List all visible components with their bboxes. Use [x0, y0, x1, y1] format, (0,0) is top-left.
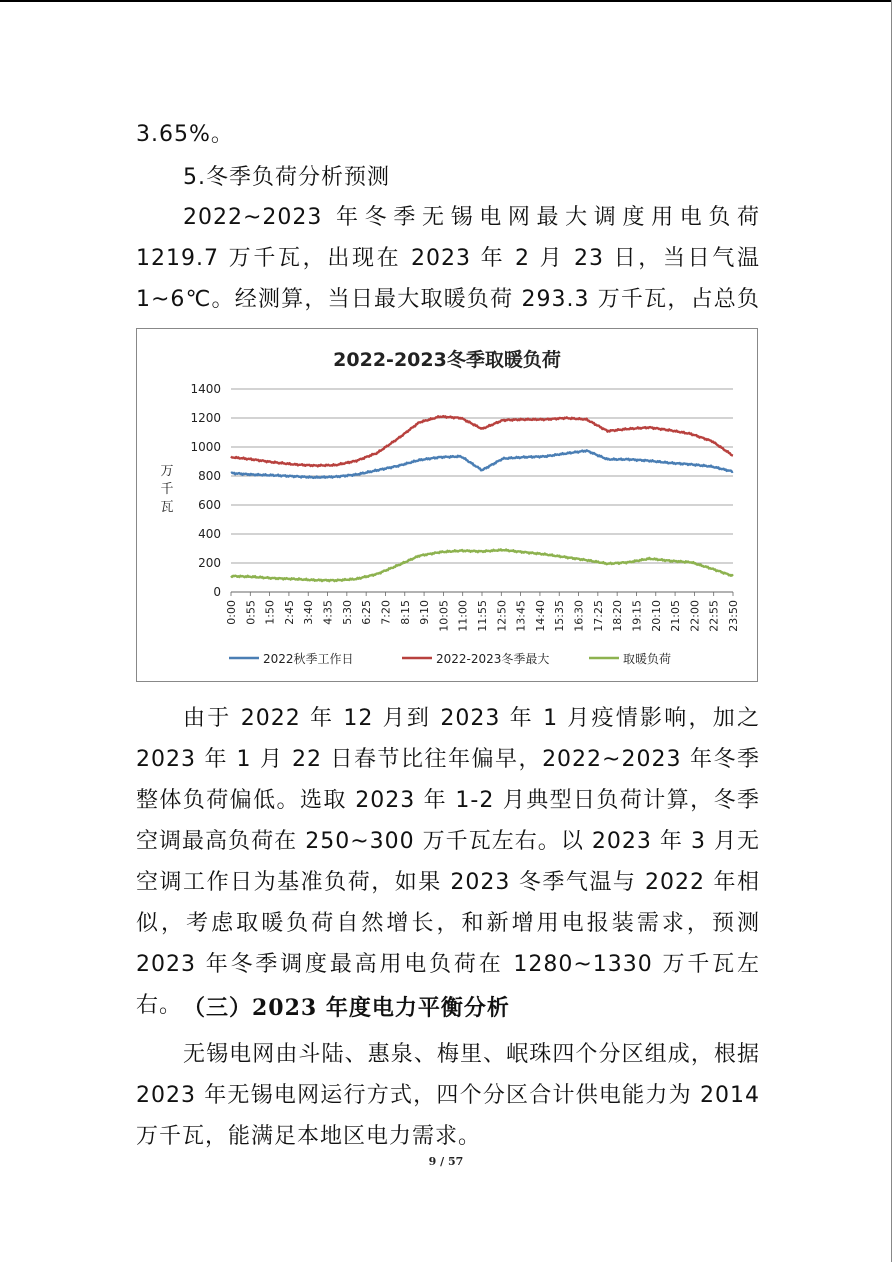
legend-label-1: 2022秋季工作日: [263, 652, 354, 666]
y-tick-label: 1400: [190, 382, 221, 396]
y-axis-label-char: 千: [160, 482, 174, 497]
x-tick-label: 13:45: [514, 600, 528, 632]
x-tick-label: 20:10: [649, 600, 663, 632]
y-tick-label: 400: [198, 527, 221, 541]
x-tick-label: 5:30: [340, 600, 354, 625]
x-tick-label: 11:55: [476, 600, 489, 632]
paragraph-analysis: 由于 2022 年 12 月到 2023 年 1 月疫情影响，加之 2023 年 1 月 22 日春节比往年偏早，2022~2023 年冬季整体负荷偏低。选取 2023 年 1-2 月典型日负荷计算，冬季空调最高负荷在 250~300 万千瓦左右。以 2023 年 3 月无空调工作日为基准负荷，如果 2023 冬季气温与 2022 年相似，考虑取暖负荷自然增长，和新增用电报装需求，预测 2023 年冬季调度最高用电负荷在 1280~1330 万千瓦左右。: [136, 706, 760, 1018]
x-tick-label: 12:50: [495, 600, 509, 632]
x-tick-label: 9:10: [418, 600, 432, 625]
x-tick-label: 1:50: [263, 600, 277, 625]
x-tick-label: 7:20: [379, 600, 393, 625]
x-tick-label: 18:20: [611, 600, 625, 632]
x-tick-label: 22:55: [707, 600, 721, 632]
x-tick-label: 14:40: [533, 600, 547, 632]
y-tick-label: 0: [213, 585, 221, 599]
y-tick-label: 600: [198, 498, 221, 512]
x-tick-label: 10:05: [437, 600, 451, 632]
x-tick-label: 21:05: [669, 600, 683, 632]
x-tick-label: 23:50: [727, 600, 740, 632]
y-axis-label-char: 瓦: [160, 500, 174, 515]
x-tick-label: 6:25: [360, 600, 374, 625]
y-tick-label: 200: [198, 556, 221, 570]
section-heading-3: （三）2023 年度电力平衡分析: [183, 995, 510, 1021]
page-top-border: [0, 0, 892, 2]
chart-title: 2022-2023冬季取暖负荷: [333, 349, 561, 371]
x-tick-label: 22:00: [688, 600, 702, 632]
x-tick-label: 2:45: [282, 600, 296, 625]
paragraph-winter-load: 2022~2023 年冬季无锡电网最大调度用电负荷 1219.7 万千瓦，出现在 2023 年 2 月 23 日，当日气温 1~6℃。经测算，当日最大取暖负荷 293.3 万千瓦，占总负: [136, 205, 760, 312]
x-tick-label: 19:15: [630, 600, 644, 632]
series-line-2: [231, 416, 733, 466]
y-tick-label: 1000: [190, 440, 221, 454]
y-tick-label: 1200: [190, 411, 221, 425]
x-tick-label: 17:25: [591, 600, 605, 632]
page-number: 9 / 57: [428, 1155, 464, 1168]
chart-canvas: [137, 329, 757, 681]
x-tick-label: 16:30: [572, 600, 586, 632]
x-tick-label: 8:15: [398, 600, 412, 625]
legend-label-2: 2022-2023冬季最大: [436, 652, 550, 666]
paragraph-prev-end: 3.65%。: [136, 122, 234, 147]
legend-label-3: 取暖负荷: [623, 652, 672, 666]
x-tick-label: 15:35: [553, 600, 567, 632]
paragraph-balance: 无锡电网由斗陆、惠泉、梅里、岷珠四个分区组成，根据 2023 年无锡电网运行方式，四个分区合计供电能力为 2014 万千瓦，能满足本地区电力需求。: [136, 1042, 760, 1149]
x-tick-label: 3:40: [302, 600, 316, 625]
series-line-3: [231, 549, 733, 581]
section-heading-5: 5.冬季负荷分析预测: [183, 165, 390, 190]
x-tick-label: 4:35: [321, 600, 335, 625]
heating-load-chart: [136, 328, 758, 682]
x-tick-label: 11:00: [456, 600, 470, 632]
y-axis-label-char: 万: [160, 464, 174, 479]
x-tick-label: 0:00: [225, 600, 238, 625]
y-tick-label: 800: [198, 469, 221, 483]
x-tick-label: 0:55: [244, 600, 258, 625]
